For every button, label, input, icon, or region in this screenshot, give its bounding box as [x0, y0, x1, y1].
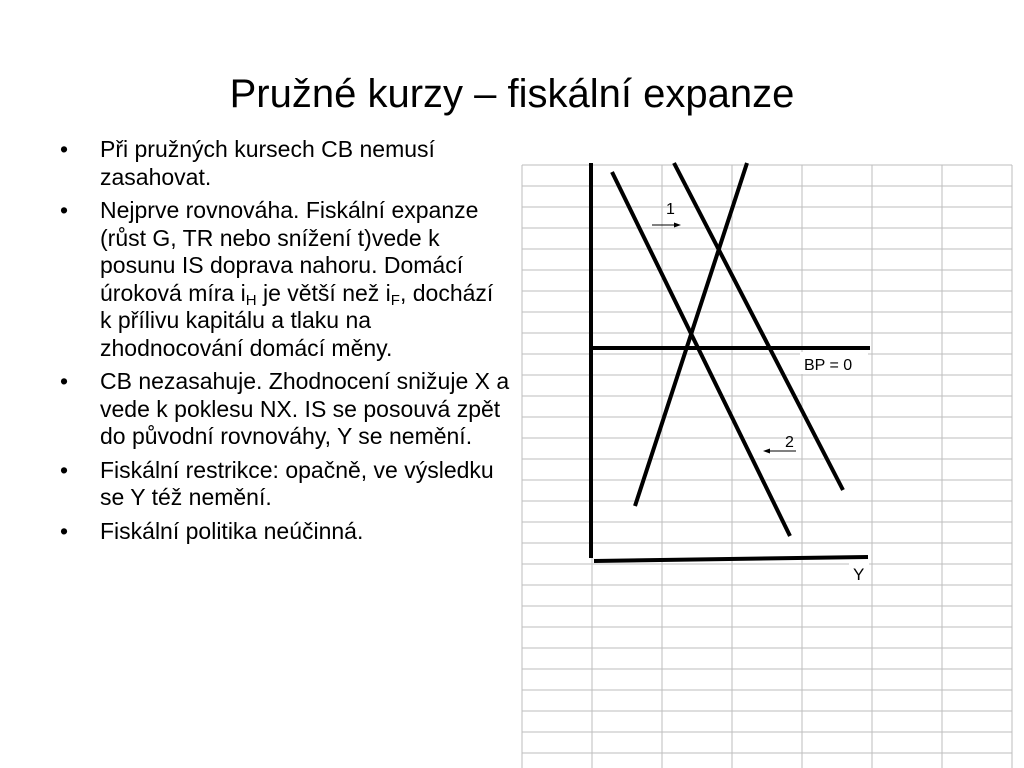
- subscript-h: H: [245, 291, 257, 309]
- bullet-text-part: Nejprve rovnováha. Fiskální expanze (růst G, TR nebo snížení t)vede k posunu IS doprava nahoru. Domácí úroková míra i: [100, 197, 479, 306]
- horizontal-axis: [594, 557, 868, 561]
- bullet-dot: •: [60, 517, 69, 544]
- bullet-dot: •: [60, 456, 69, 483]
- shift-label-2: 2: [785, 434, 794, 451]
- bullet-text-part: je větší než i: [256, 279, 391, 306]
- bullet-text: Fiskální restrikce: opačně, ve výsledku se Y též nemění.: [100, 456, 494, 510]
- bullet-text-part: , dochází k přílivu kapitálu a tlaku na zhodnocování domácí měny.: [100, 279, 494, 361]
- bullet-text: CB nezasahuje. Zhodnocení snižuje X a vede k poklesu NX. IS se posouvá zpět do původní rovnováhy, Y se nemění.: [100, 368, 510, 449]
- subscript-f: F: [390, 291, 400, 309]
- bullet-dot: •: [60, 368, 69, 394]
- y-axis-label: Y: [853, 565, 865, 584]
- arrow-right-icon: [652, 223, 681, 228]
- bullet-dot: •: [60, 197, 69, 223]
- slide-title: Pružné kurzy – fiskální expanze: [229, 72, 795, 116]
- is-curve-shifted: [674, 163, 843, 490]
- bullet-text: Fiskální politika neúčinná.: [100, 517, 364, 544]
- bp-label: BP = 0: [804, 357, 853, 374]
- shift-label-1: 1: [666, 201, 675, 218]
- background-grid: [522, 165, 1012, 768]
- bullet-dot: •: [60, 136, 69, 162]
- bullet-text: Při pružných kursech CB nemusí zasahovat.: [100, 136, 435, 190]
